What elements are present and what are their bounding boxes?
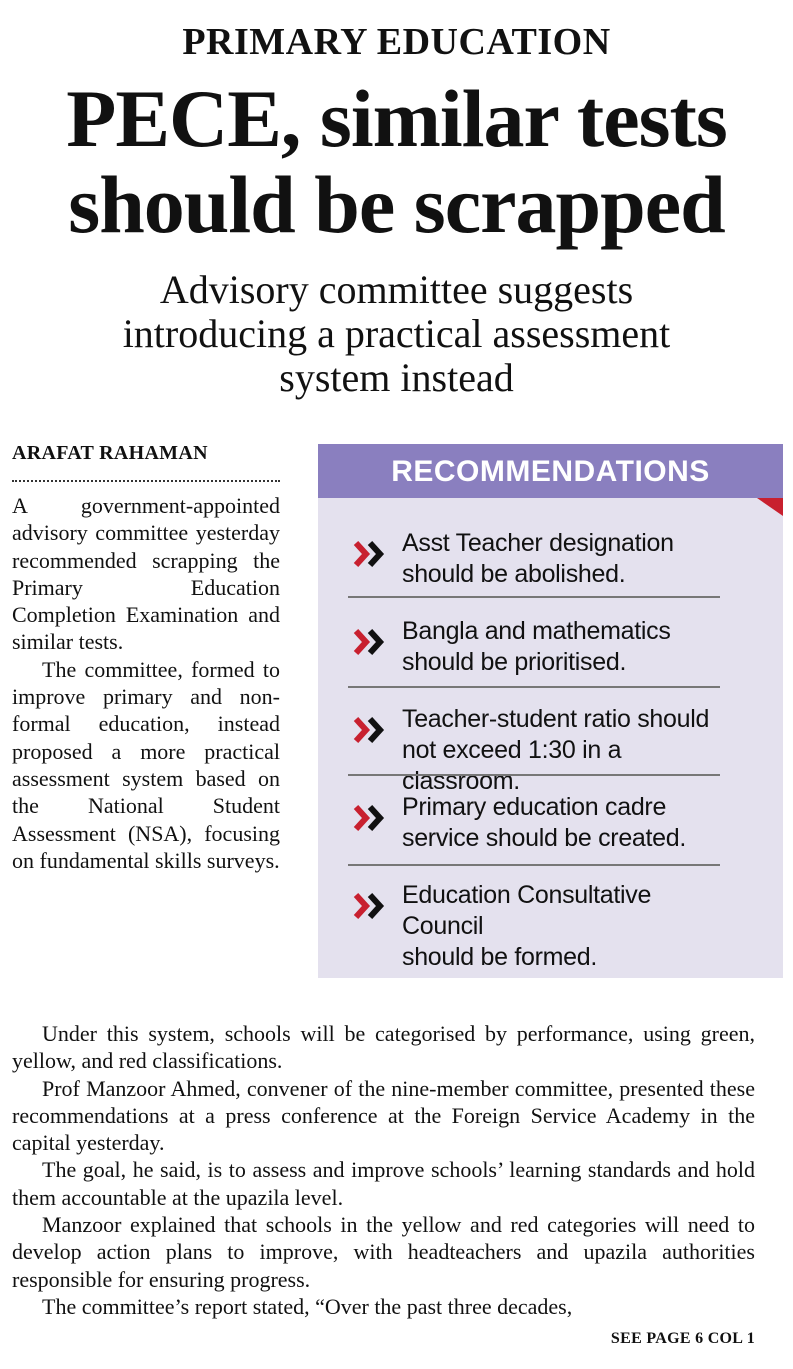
recommendation-line: should be abolished. xyxy=(402,560,626,588)
corner-accent xyxy=(757,498,783,516)
recommendation-item xyxy=(352,700,722,795)
headline-line-2: should be scrapped xyxy=(68,159,725,250)
paragraph-5: The goal, he said, is to assess and improve schools’ learning standards and hold them accountable at the upazila level. xyxy=(12,1157,755,1210)
recommendation-line: Bangla and mathematics xyxy=(402,617,671,645)
double-chevron-icon xyxy=(352,716,392,744)
double-chevron-icon xyxy=(352,892,392,920)
recommendation-line: Education Consultative Council xyxy=(402,881,652,940)
subheadline xyxy=(20,268,773,400)
headline xyxy=(0,73,793,250)
paragraph-1: A government-appointed advisory committee yesterday recommended scrapping the Primary Education Completion Examination and similar tests. xyxy=(12,493,280,655)
recommendation-item xyxy=(352,876,722,971)
double-chevron-icon xyxy=(352,540,392,568)
item-divider xyxy=(348,596,720,598)
article-column-narrow xyxy=(12,492,280,874)
recommendation-text xyxy=(402,880,732,973)
recommendation-text xyxy=(402,792,732,854)
recommendation-item xyxy=(352,524,722,614)
recommendation-line: should be formed. xyxy=(402,943,598,971)
item-divider xyxy=(348,686,720,688)
recommendation-line: Asst Teacher designation xyxy=(402,529,674,557)
item-divider xyxy=(348,864,720,866)
recommendation-text xyxy=(402,616,732,678)
paragraph-7: The committee’s report stated, “Over the past three decades, xyxy=(42,1293,573,1319)
recommendation-item xyxy=(352,612,722,702)
subhead-line-2: introducing a practical assessment xyxy=(122,311,671,356)
recommendation-line: service should be created. xyxy=(402,824,687,852)
recommendation-text xyxy=(402,704,732,797)
subhead-line-1: Advisory committee suggests xyxy=(159,267,634,312)
item-divider xyxy=(348,774,720,776)
subhead-line-3: system instead xyxy=(279,355,514,400)
recommendation-line: not exceed 1:30 in a classroom. xyxy=(402,736,622,795)
paragraph-6: Manzoor explained that schools in the yellow and red categories will need to develop action plans to improve, with headteachers and upazila authorities responsible for ensuring progress. xyxy=(12,1212,755,1292)
headline-line-1: PECE, similar tests xyxy=(66,73,727,164)
recommendations-box xyxy=(318,444,783,978)
double-chevron-icon xyxy=(352,628,392,656)
byline-divider xyxy=(12,480,280,482)
recommendation-text xyxy=(402,528,732,590)
double-chevron-icon xyxy=(352,804,392,832)
recommendation-line: Teacher-student ratio should xyxy=(402,705,710,733)
paragraph-4: Prof Manzoor Ahmed, convener of the nine-member committee, presented these recommendations at a press conference at the Foreign Service Academy in the capital yesterday. xyxy=(12,1075,755,1156)
recommendation-line: should be prioritised. xyxy=(402,648,627,676)
recommendation-line: Primary education cadre xyxy=(402,793,667,821)
section-kicker: PRIMARY EDUCATION xyxy=(182,21,611,63)
continuation-jump: SEE PAGE 6 COL 1 xyxy=(610,1330,755,1347)
article-column-wide xyxy=(12,1020,755,1320)
paragraph-2: The committee, formed to improve primary and non-formal education, instead proposed a more practical assessment system based on the National Student Assessment (NSA), focusing on fundamental skills surveys. xyxy=(12,656,280,873)
paragraph-3: Under this system, schools will be categorised by performance, using green, yellow, and red classifications. xyxy=(12,1021,755,1074)
byline: ARAFAT RAHAMAN xyxy=(12,442,208,464)
recommendations-title: RECOMMENDATIONS xyxy=(318,444,783,498)
